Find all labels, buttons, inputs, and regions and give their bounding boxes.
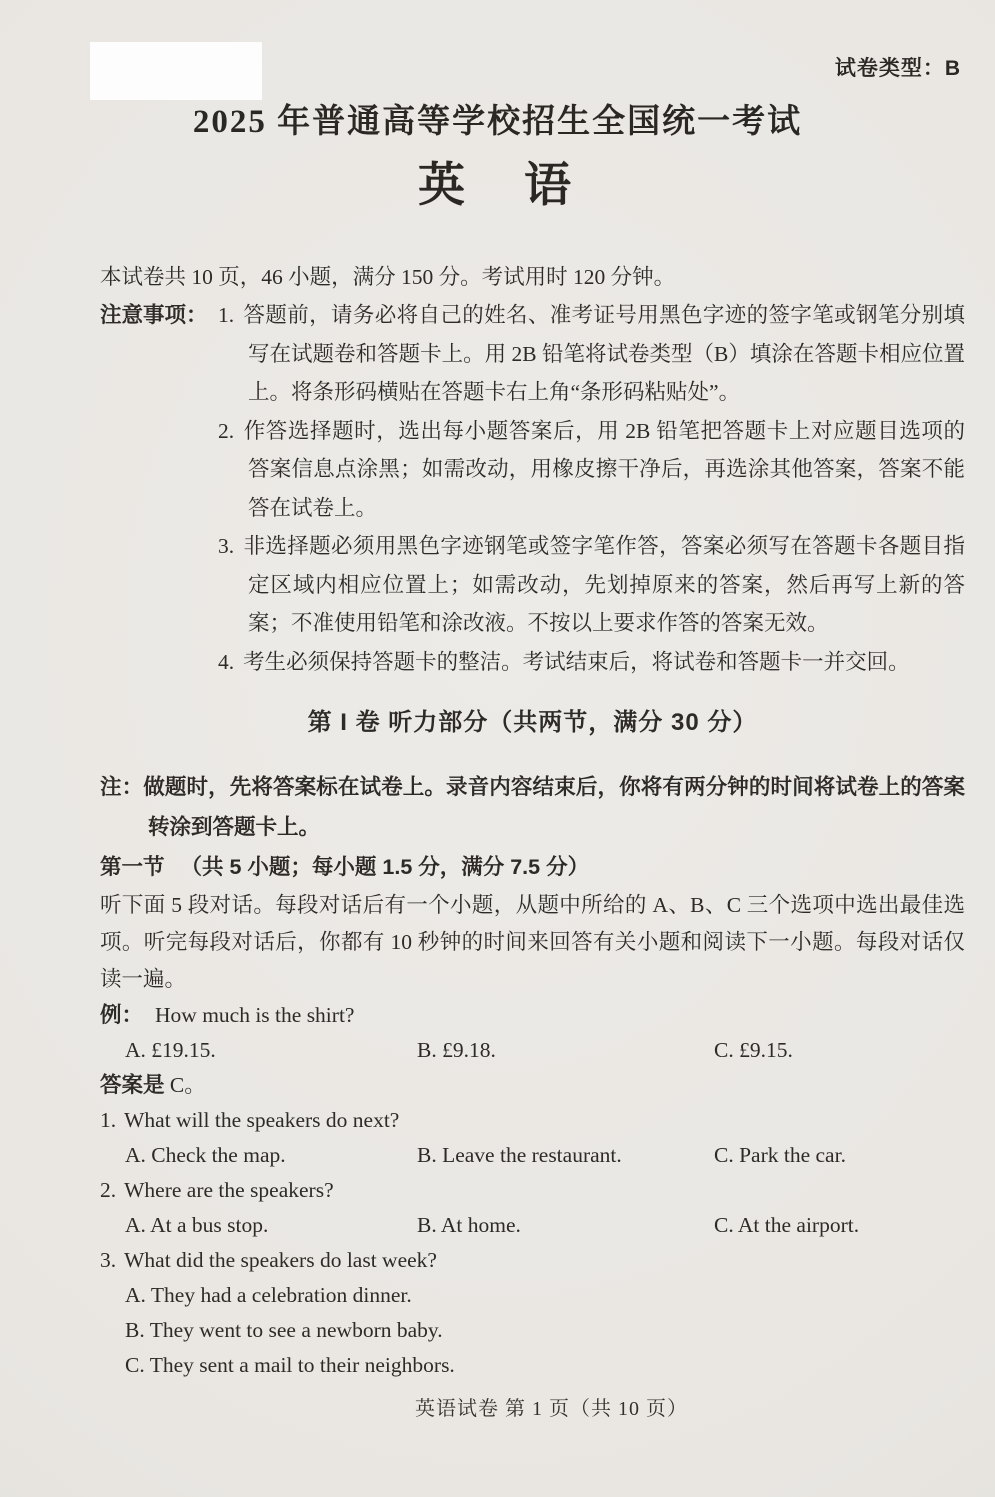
notice-item-number: 2. <box>218 418 235 443</box>
note-text: 做题时，先将答案标在试卷上。录音内容结束后，你将有两分钟的时间将试卷上的答案转涂到答题卡上。 <box>143 775 965 839</box>
notice-item-2 <box>218 412 965 528</box>
redaction-box <box>90 42 262 100</box>
option-b: B. £9.18. <box>417 1038 496 1062</box>
answer-label: 答案是 <box>100 1073 165 1097</box>
paper-info: 本试卷共 10 页，46 小题，满分 150 分。考试用时 120 分钟。 <box>100 265 676 289</box>
option-a: A. £19.15. <box>125 1038 216 1062</box>
notice-items <box>218 296 965 681</box>
option-c: C. They sent a mail to their neighbors. <box>125 1353 455 1377</box>
option-b: B. At home. <box>417 1213 521 1237</box>
option-c: C. £9.15. <box>714 1038 793 1062</box>
option-b: B. They went to see a newborn baby. <box>125 1318 443 1342</box>
question-text: What did the speakers do last week? <box>124 1248 437 1272</box>
notice-item-text: 作答选择题时，选出每小题答案后，用 2B 铅笔把答题卡上对应题目选项的答案信息点涂黑；如需改动，用橡皮擦干净后，再选涂其他答案，答案不能答在试卷上。 <box>243 418 965 520</box>
notice-item-text: 考生必须保持答题卡的整洁。考试结束后，将试卷和答题卡一并交回。 <box>243 649 910 674</box>
option-a: A. Check the map. <box>125 1143 286 1167</box>
page-footer: 英语试卷 第 1 页（共 10 页） <box>415 1398 688 1420</box>
notice-item-number: 4. <box>218 649 235 674</box>
notice-item-text: 非选择题必须用黑色字迹钢笔或签字笔作答，答案必须写在答题卡各题目指定区域内相应位置上；如需改动，先划掉原来的答案，然后再写上新的答案；不准使用铅笔和涂改液。不按以上要求作答的答案无效。 <box>243 534 965 635</box>
notice-item-number: 1. <box>218 303 235 327</box>
option-b: B. Leave the restaurant. <box>417 1143 622 1167</box>
part1-heading <box>100 847 965 887</box>
notice-item-4 <box>218 643 965 682</box>
question-number: 3. <box>100 1248 117 1272</box>
listening-note <box>100 767 965 847</box>
option-a: A. At a bus stop. <box>125 1213 269 1237</box>
paper-type-label: 试卷类型：B <box>834 57 961 80</box>
section1-heading: 第 I 卷 听力部分（共两节，满分 30 分） <box>307 709 758 736</box>
question-2-options <box>100 1208 965 1243</box>
question-1-options <box>100 1138 965 1173</box>
question-number: 1. <box>100 1108 117 1132</box>
question-3 <box>100 1243 965 1278</box>
answer-value: C。 <box>164 1073 206 1097</box>
notice-item-number: 3. <box>218 534 235 558</box>
note-label: 注： <box>100 775 144 799</box>
listening-questions <box>100 998 965 1383</box>
notice-label: 注意事项： <box>100 303 208 327</box>
notice-item-1 <box>218 296 965 412</box>
part1-description: 听下面 5 段对话。每段对话后有一个小题，从题中所给的 A、B、C 三个选项中选出最佳选项。听完每段对话后，你都有 10 秒钟的时间来回答有关小题和阅读下一小题。每段对话仅读一遍。 <box>100 893 965 991</box>
option-a: A. They had a celebration dinner. <box>125 1283 412 1307</box>
option-c: C. Park the car. <box>714 1143 846 1167</box>
question-text: Where are the speakers? <box>124 1178 334 1202</box>
example-label: 例： <box>100 1003 144 1027</box>
option-c: C. At the airport. <box>714 1213 860 1237</box>
question-text: What will the speakers do next? <box>124 1108 400 1132</box>
question-2 <box>100 1173 965 1208</box>
example-options <box>100 1033 965 1068</box>
question-1 <box>100 1103 965 1138</box>
exam-title: 2025 年普通高等学校招生全国统一考试 <box>192 104 803 140</box>
subject-title: 英 语 <box>418 160 577 212</box>
notice-section <box>100 296 965 681</box>
part1-info: （共 5 小题；每小题 1.5 分，满分 7.5 分） <box>180 855 590 879</box>
part1-label: 第一节 <box>100 855 165 879</box>
example-question-text: How much is the shirt? <box>155 1003 355 1027</box>
example-answer <box>100 1068 965 1103</box>
question-number: 2. <box>100 1178 117 1202</box>
notice-item-3 <box>218 527 965 643</box>
example-question <box>100 998 965 1033</box>
notice-item-text: 答题前，请务必将自己的姓名、准考证号用黑色字迹的签字笔或钢笔分别填写在试题卷和答题卡上。用 2B 铅笔将试卷类型（B）填涂在答题卡相应位置上。将条形码横贴在答题卡右上角“条形码粘贴处”。 <box>243 303 965 404</box>
question-3-options <box>100 1278 965 1383</box>
exam-body <box>100 258 965 1383</box>
